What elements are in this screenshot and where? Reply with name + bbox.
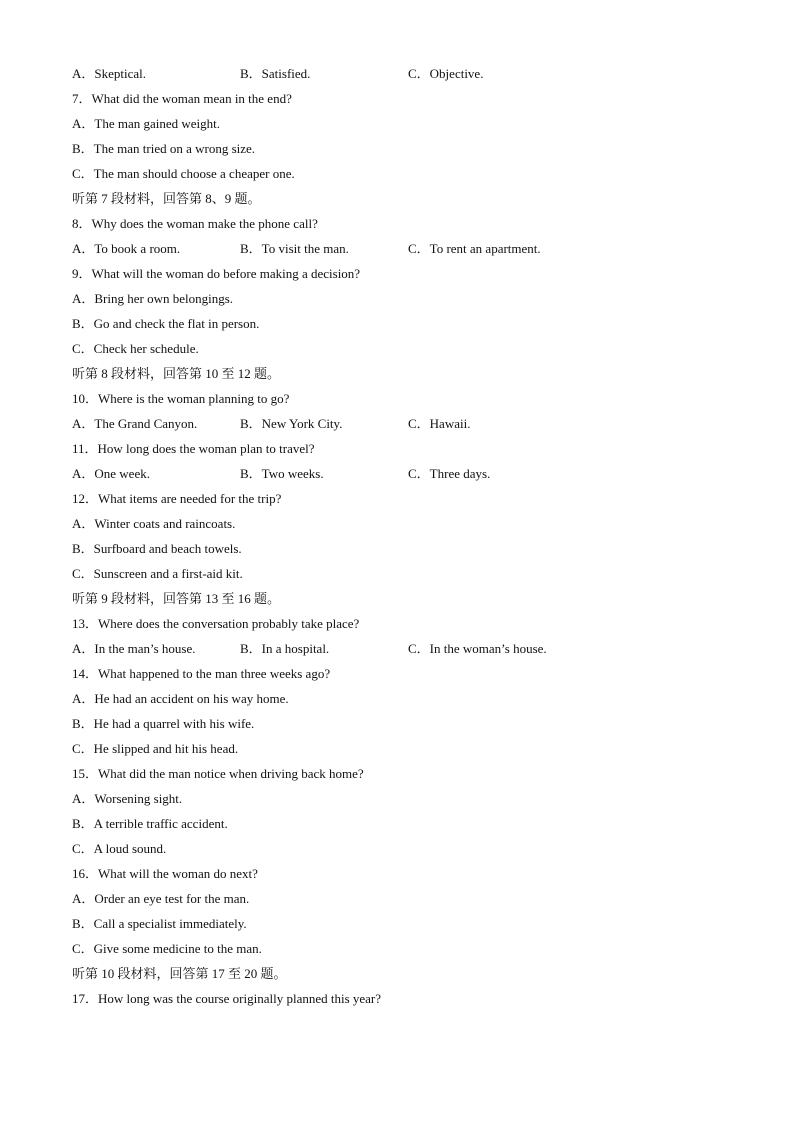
answer-option: B．Satisfied. bbox=[240, 66, 311, 81]
answer-option: A．One week. bbox=[72, 466, 150, 481]
option-row bbox=[72, 236, 732, 261]
answer-option: B．The man tried on a wrong size. bbox=[72, 141, 256, 156]
answer-option: B．Go and check the flat in person. bbox=[72, 316, 260, 331]
section-instruction: 听第 7 段材料，回答第 8、9 题。 bbox=[72, 191, 261, 206]
answer-option: B．To visit the man. bbox=[240, 241, 349, 256]
answer-option: A．Winter coats and raincoats. bbox=[72, 516, 236, 531]
question-text: 8．Why does the woman make the phone call? bbox=[72, 216, 318, 231]
option-row bbox=[72, 461, 732, 486]
answer-option: B．Surfboard and beach towels. bbox=[72, 541, 242, 556]
answer-option: C．Objective. bbox=[408, 66, 484, 81]
answer-option: A．To book a room. bbox=[72, 241, 181, 256]
document-page bbox=[72, 61, 732, 1011]
answer-option: A．Order an eye test for the man. bbox=[72, 891, 250, 906]
answer-option: C．Check her schedule. bbox=[72, 341, 199, 356]
question-text: 14．What happened to the man three weeks ago? bbox=[72, 666, 331, 681]
answer-option: B．Two weeks. bbox=[240, 466, 324, 481]
answer-option: C．In the woman’s house. bbox=[408, 641, 547, 656]
answer-option: A．He had an accident on his way home. bbox=[72, 691, 289, 706]
option-row bbox=[72, 411, 732, 436]
answer-option: A．The man gained weight. bbox=[72, 116, 221, 131]
option-row bbox=[72, 61, 732, 86]
answer-option: A．The Grand Canyon. bbox=[72, 416, 198, 431]
section-instruction: 听第 10 段材料，回答第 17 至 20 题。 bbox=[72, 966, 287, 981]
answer-option: A．Bring her own belongings. bbox=[72, 291, 234, 306]
answer-option: C．Sunscreen and a first-aid kit. bbox=[72, 566, 243, 581]
answer-option: B．He had a quarrel with his wife. bbox=[72, 716, 255, 731]
answer-option: B．Call a specialist immediately. bbox=[72, 916, 247, 931]
question-text: 15．What did the man notice when driving back home? bbox=[72, 766, 364, 781]
answer-option: A．In the man’s house. bbox=[72, 641, 196, 656]
question-text: 7．What did the woman mean in the end? bbox=[72, 91, 292, 106]
answer-option: C．He slipped and hit his head. bbox=[72, 741, 239, 756]
answer-option: C．Three days. bbox=[408, 466, 491, 481]
option-row bbox=[72, 636, 732, 661]
answer-option: C．To rent an apartment. bbox=[408, 241, 541, 256]
answer-option: A．Skeptical. bbox=[72, 66, 147, 81]
question-text: 11．How long does the woman plan to travel? bbox=[72, 441, 315, 456]
section-instruction: 听第 8 段材料，回答第 10 至 12 题。 bbox=[72, 366, 281, 381]
answer-option: A．Worsening sight. bbox=[72, 791, 183, 806]
question-text: 17．How long was the course originally planned this year? bbox=[72, 991, 382, 1006]
question-text: 13．Where does the conversation probably take place? bbox=[72, 616, 360, 631]
answer-option: C．A loud sound. bbox=[72, 841, 167, 856]
answer-option: C．Hawaii. bbox=[408, 416, 471, 431]
answer-option: C．Give some medicine to the man. bbox=[72, 941, 262, 956]
question-text: 16．What will the woman do next? bbox=[72, 866, 258, 881]
answer-option: B．In a hospital. bbox=[240, 641, 330, 656]
answer-option: B．A terrible traffic accident. bbox=[72, 816, 228, 831]
section-instruction: 听第 9 段材料，回答第 13 至 16 题。 bbox=[72, 591, 281, 606]
answer-option: C．The man should choose a cheaper one. bbox=[72, 166, 295, 181]
question-text: 12．What items are needed for the trip? bbox=[72, 491, 282, 506]
question-text: 9．What will the woman do before making a decision? bbox=[72, 266, 361, 281]
answer-option: B．New York City. bbox=[240, 416, 343, 431]
question-text: 10．Where is the woman planning to go? bbox=[72, 391, 290, 406]
